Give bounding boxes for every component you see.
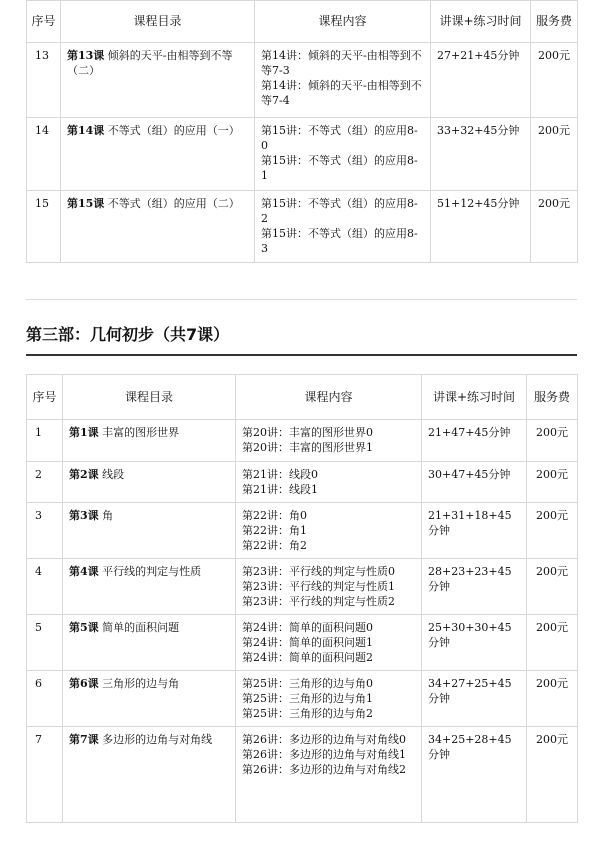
course-name: 三角形的边与角 bbox=[98, 677, 180, 690]
section-title: 第三部：几何初步（共7课） bbox=[26, 325, 230, 344]
lecture-item: 第23讲：平行线的判定与性质1 bbox=[242, 580, 395, 593]
table-row bbox=[27, 420, 578, 462]
col-header-time: 讲课+练习时间 bbox=[431, 1, 531, 43]
lecture-item: 第26讲：多边形的边角与对角线2 bbox=[242, 763, 406, 776]
service-fee: 200元 bbox=[527, 727, 578, 823]
course-number: 第5课 bbox=[69, 621, 99, 634]
course-title bbox=[63, 615, 236, 671]
course-name: 不等式（组）的应用（二） bbox=[104, 197, 240, 210]
course-content bbox=[236, 671, 422, 727]
row-index: 4 bbox=[27, 559, 63, 615]
course-title bbox=[61, 118, 255, 191]
col-header-course: 课程目录 bbox=[61, 1, 255, 43]
row-index: 2 bbox=[27, 462, 63, 503]
lecture-item: 第25讲：三角形的边与角1 bbox=[242, 692, 373, 705]
table-row bbox=[27, 615, 578, 671]
col-header-index: 序号 bbox=[27, 1, 61, 43]
lesson-time: 51+12+45分钟 bbox=[431, 191, 531, 263]
service-fee: 200元 bbox=[527, 420, 578, 462]
course-content bbox=[236, 503, 422, 559]
service-fee: 200元 bbox=[527, 559, 578, 615]
lesson-time: 34+27+25+45分钟 bbox=[422, 671, 527, 727]
row-index: 15 bbox=[27, 191, 61, 263]
col-header-index: 序号 bbox=[27, 375, 63, 420]
table-row bbox=[27, 462, 578, 503]
table-body bbox=[27, 420, 578, 823]
course-number: 第3课 bbox=[69, 509, 99, 522]
course-title bbox=[61, 191, 255, 263]
table-row bbox=[27, 559, 578, 615]
col-header-content: 课程内容 bbox=[236, 375, 422, 420]
service-fee: 200元 bbox=[527, 671, 578, 727]
row-index: 3 bbox=[27, 503, 63, 559]
lecture-item: 第15讲：不等式（组）的应用8-0 bbox=[261, 124, 418, 152]
course-title bbox=[63, 727, 236, 823]
col-header-fee: 服务费 bbox=[527, 375, 578, 420]
lecture-item: 第26讲：多边形的边角与对角线1 bbox=[242, 748, 406, 761]
table-row bbox=[27, 727, 578, 823]
course-name: 线段 bbox=[98, 468, 125, 481]
section-title-underline bbox=[26, 354, 577, 356]
course-table-part3 bbox=[26, 374, 578, 823]
course-number: 第15课 bbox=[67, 197, 105, 210]
lesson-time: 27+21+45分钟 bbox=[431, 43, 531, 118]
course-content bbox=[255, 191, 431, 263]
lecture-item: 第14讲：倾斜的天平-由相等到不等7-4 bbox=[261, 79, 422, 107]
lecture-item: 第21讲：线段0 bbox=[242, 468, 318, 481]
course-number: 第13课 bbox=[67, 49, 105, 62]
table-row bbox=[27, 503, 578, 559]
lecture-item: 第23讲：平行线的判定与性质0 bbox=[242, 565, 395, 578]
course-name: 丰富的图形世界 bbox=[98, 426, 180, 439]
lesson-time: 28+23+23+45分钟 bbox=[422, 559, 527, 615]
course-title bbox=[63, 503, 236, 559]
lecture-item: 第15讲：不等式（组）的应用8-2 bbox=[261, 197, 418, 225]
course-name: 多边形的边角与对角线 bbox=[98, 733, 213, 746]
lecture-item: 第23讲：平行线的判定与性质2 bbox=[242, 595, 395, 608]
lecture-item: 第15讲：不等式（组）的应用8-3 bbox=[261, 227, 418, 255]
course-number: 第7课 bbox=[69, 733, 99, 746]
lecture-item: 第15讲：不等式（组）的应用8-1 bbox=[261, 154, 418, 182]
course-number: 第6课 bbox=[69, 677, 99, 690]
lecture-item: 第21讲：线段1 bbox=[242, 483, 318, 496]
lecture-item: 第24讲：简单的面积问题2 bbox=[242, 651, 373, 664]
course-title bbox=[63, 462, 236, 503]
lecture-item: 第14讲：倾斜的天平-由相等到不等7-3 bbox=[261, 49, 422, 77]
lecture-item: 第24讲：简单的面积问题0 bbox=[242, 621, 373, 634]
row-index: 6 bbox=[27, 671, 63, 727]
course-content bbox=[236, 462, 422, 503]
course-name: 不等式（组）的应用（一） bbox=[104, 124, 240, 137]
course-number: 第2课 bbox=[69, 468, 99, 481]
row-index: 1 bbox=[27, 420, 63, 462]
col-header-time: 讲课+练习时间 bbox=[422, 375, 527, 420]
service-fee: 200元 bbox=[531, 118, 578, 191]
lecture-item: 第25讲：三角形的边与角0 bbox=[242, 677, 373, 690]
lesson-time: 21+31+18+45分钟 bbox=[422, 503, 527, 559]
service-fee: 200元 bbox=[527, 503, 578, 559]
lesson-time: 21+47+45分钟 bbox=[422, 420, 527, 462]
course-name: 角 bbox=[98, 509, 114, 522]
col-header-content: 课程内容 bbox=[255, 1, 431, 43]
course-content bbox=[236, 727, 422, 823]
course-content bbox=[236, 615, 422, 671]
lecture-item: 第22讲：角1 bbox=[242, 524, 307, 537]
row-index: 13 bbox=[27, 43, 61, 118]
course-number: 第1课 bbox=[69, 426, 99, 439]
table-row bbox=[27, 118, 578, 191]
course-title bbox=[61, 43, 255, 118]
service-fee: 200元 bbox=[527, 615, 578, 671]
course-content bbox=[255, 118, 431, 191]
row-index: 7 bbox=[27, 727, 63, 823]
section-divider bbox=[26, 299, 577, 300]
course-content bbox=[236, 559, 422, 615]
lecture-item: 第20讲：丰富的图形世界1 bbox=[242, 441, 373, 454]
table-header-row bbox=[27, 375, 578, 420]
table-row bbox=[27, 191, 578, 263]
course-name: 简单的面积问题 bbox=[98, 621, 180, 634]
col-header-course: 课程目录 bbox=[63, 375, 236, 420]
table-header-row bbox=[27, 1, 578, 43]
course-title bbox=[63, 420, 236, 462]
course-title bbox=[63, 559, 236, 615]
lecture-item: 第22讲：角0 bbox=[242, 509, 307, 522]
service-fee: 200元 bbox=[527, 462, 578, 503]
lecture-item: 第24讲：简单的面积问题1 bbox=[242, 636, 373, 649]
lesson-time: 33+32+45分钟 bbox=[431, 118, 531, 191]
course-name: 平行线的判定与性质 bbox=[98, 565, 202, 578]
course-content bbox=[236, 420, 422, 462]
course-number: 第4课 bbox=[69, 565, 99, 578]
row-index: 14 bbox=[27, 118, 61, 191]
lesson-time: 25+30+30+45分钟 bbox=[422, 615, 527, 671]
table-row bbox=[27, 671, 578, 727]
course-name: 倾斜的天平-由相等到不等（二） bbox=[67, 49, 233, 77]
lecture-item: 第25讲：三角形的边与角2 bbox=[242, 707, 373, 720]
service-fee: 200元 bbox=[531, 191, 578, 263]
table-row bbox=[27, 43, 578, 118]
course-table-part2 bbox=[26, 0, 578, 263]
lesson-time: 30+47+45分钟 bbox=[422, 462, 527, 503]
row-index: 5 bbox=[27, 615, 63, 671]
lecture-item: 第22讲：角2 bbox=[242, 539, 307, 552]
service-fee: 200元 bbox=[531, 43, 578, 118]
course-number: 第14课 bbox=[67, 124, 105, 137]
lecture-item: 第20讲：丰富的图形世界0 bbox=[242, 426, 373, 439]
lesson-time: 34+25+28+45分钟 bbox=[422, 727, 527, 823]
lecture-item: 第26讲：多边形的边角与对角线0 bbox=[242, 733, 406, 746]
table-body bbox=[27, 43, 578, 263]
course-content bbox=[255, 43, 431, 118]
col-header-fee: 服务费 bbox=[531, 1, 578, 43]
course-title bbox=[63, 671, 236, 727]
